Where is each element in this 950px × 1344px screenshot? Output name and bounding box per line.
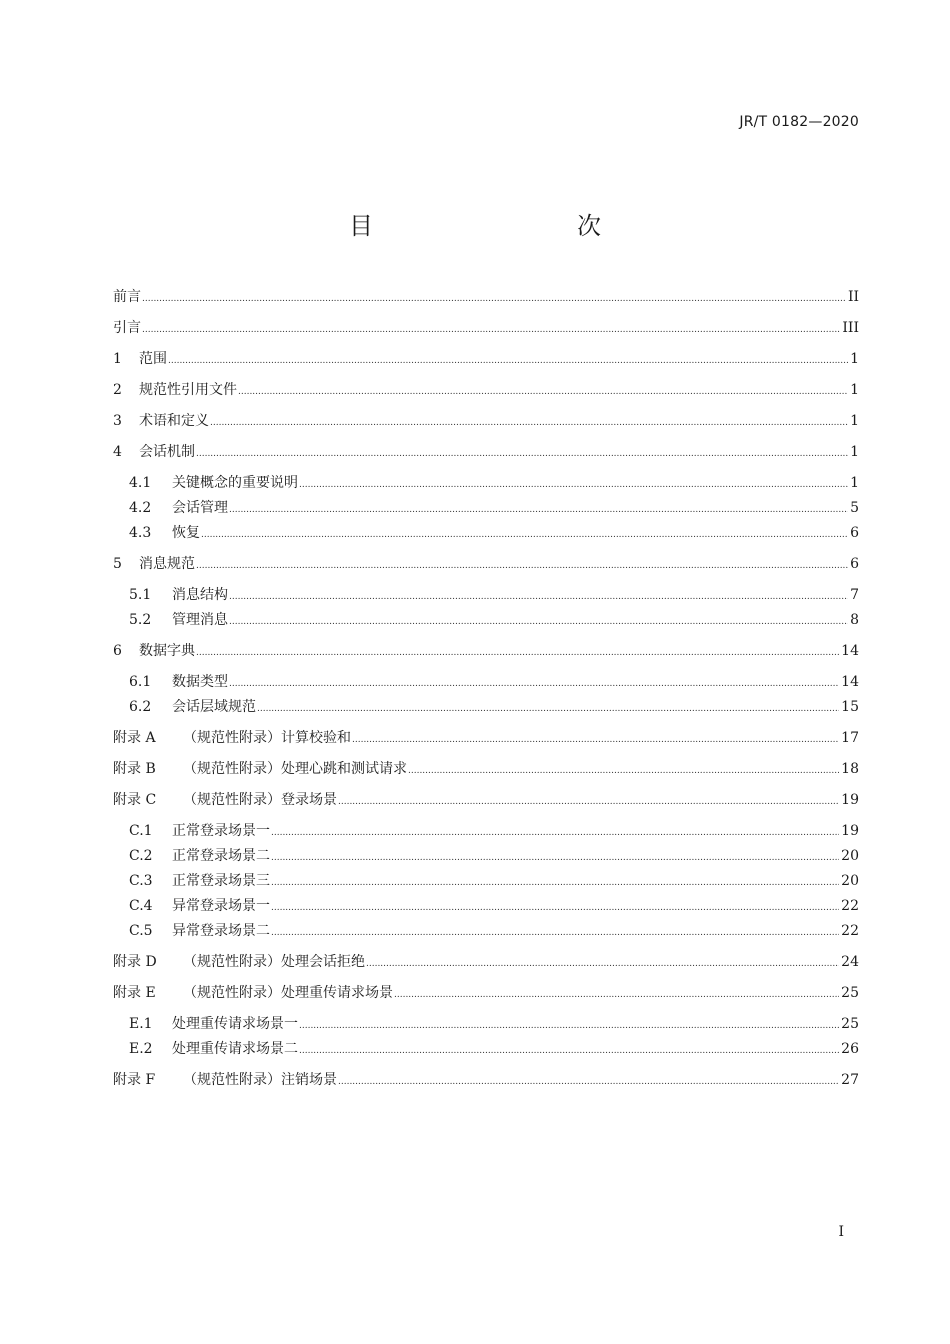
toc-leader-dots xyxy=(271,870,839,894)
toc-entry-page: 27 xyxy=(841,1072,859,1088)
toc-entry-page: 24 xyxy=(841,954,859,970)
toc-entry-number: 附录 E xyxy=(113,985,156,1001)
toc-entry-page: 25 xyxy=(841,1016,859,1032)
toc-entry-label: （规范性附录）登录场景 xyxy=(183,792,337,808)
document-code: JR/T 0182—2020 xyxy=(739,114,859,130)
toc-entry-page: 1 xyxy=(850,413,859,429)
toc-entry-label: （规范性附录）计算校验和 xyxy=(183,730,351,746)
toc-entry-page: 20 xyxy=(841,873,859,889)
toc-leader-dots xyxy=(338,1069,839,1093)
toc-entry-number: E.1 xyxy=(129,1016,153,1032)
toc-entry[interactable] xyxy=(113,553,859,575)
toc-leader-dots xyxy=(142,286,846,310)
toc-entry-page: 17 xyxy=(841,730,859,746)
toc-entry-number: C.4 xyxy=(129,898,153,914)
toc-entry-page: 1 xyxy=(850,444,859,460)
toc-entry-number: 6 xyxy=(113,643,122,659)
toc-entry-number: 1 xyxy=(113,351,122,367)
toc-entry-label: 关键概念的重要说明 xyxy=(172,475,298,491)
toc-entry-page: 7 xyxy=(850,587,859,603)
toc-entry-number: 附录 B xyxy=(113,761,156,777)
toc-entry-page: 6 xyxy=(850,525,859,541)
toc-leader-dots xyxy=(394,982,839,1006)
toc-entry[interactable] xyxy=(113,758,859,780)
toc-entry[interactable] xyxy=(113,870,859,892)
toc-entry-page: 5 xyxy=(850,500,859,516)
toc-leader-dots xyxy=(299,472,848,496)
toc-entry[interactable] xyxy=(113,895,859,917)
toc-entry-label: 消息规范 xyxy=(139,556,195,572)
toc-entry-page: 18 xyxy=(841,761,859,777)
toc-entry-page: III xyxy=(842,320,859,336)
toc-entry-number: 附录 C xyxy=(113,792,157,808)
toc-leader-dots xyxy=(271,895,839,919)
toc-leader-dots xyxy=(299,1013,839,1037)
toc-entry-label: 范围 xyxy=(139,351,167,367)
toc-leader-dots xyxy=(142,317,840,341)
toc-leader-dots xyxy=(196,553,848,577)
toc-entry-label: 恢复 xyxy=(172,525,200,541)
toc-entry[interactable] xyxy=(113,951,859,973)
toc-entry-page: 8 xyxy=(850,612,859,628)
toc-entry[interactable] xyxy=(113,1069,859,1091)
toc-entry-label: （规范性附录）注销场景 xyxy=(183,1072,337,1088)
toc-entry[interactable] xyxy=(113,472,859,494)
toc-entry-label: （规范性附录）处理心跳和测试请求 xyxy=(183,761,407,777)
toc-entry-page: 1 xyxy=(850,351,859,367)
toc-entry-page: 22 xyxy=(841,898,859,914)
toc-entry-label: 数据类型 xyxy=(172,674,228,690)
toc-entry-number: 4.3 xyxy=(129,525,152,541)
toc-entry-page: 25 xyxy=(841,985,859,1001)
toc-entry-number: C.1 xyxy=(129,823,153,839)
page-number: I xyxy=(838,1224,844,1240)
toc-entry-label: 处理重传请求场景二 xyxy=(172,1041,298,1057)
toc-entry[interactable] xyxy=(113,522,859,544)
toc-entry[interactable] xyxy=(113,727,859,749)
toc-leader-dots xyxy=(229,497,848,521)
toc-entry-label: 规范性引用文件 xyxy=(139,382,237,398)
toc-entry-page: 1 xyxy=(850,475,859,491)
toc-entry-page: 14 xyxy=(841,643,859,659)
toc-entry-page: 22 xyxy=(841,923,859,939)
toc-entry-page: 26 xyxy=(841,1041,859,1057)
toc-entry[interactable] xyxy=(113,317,859,339)
toc-entry-label: 正常登录场景三 xyxy=(172,873,270,889)
toc-leader-dots xyxy=(168,348,848,372)
toc-entry[interactable] xyxy=(113,671,859,693)
page-title: 目 次 xyxy=(349,212,653,240)
toc-leader-dots xyxy=(352,727,839,751)
toc-entry-page: 14 xyxy=(841,674,859,690)
toc-entry-number: 4 xyxy=(113,444,122,460)
toc-leader-dots xyxy=(229,609,848,633)
toc-entry-label: 处理重传请求场景一 xyxy=(172,1016,298,1032)
toc-entry-label: 会话机制 xyxy=(139,444,195,460)
toc-entry-number: 5.2 xyxy=(129,612,152,628)
toc-leader-dots xyxy=(229,671,839,695)
toc-entry-page: II xyxy=(847,289,859,305)
toc-entry-page: 15 xyxy=(841,699,859,715)
toc-entry-label: 管理消息 xyxy=(172,612,228,628)
toc-leader-dots xyxy=(338,789,839,813)
toc-leader-dots xyxy=(271,920,839,944)
toc-entry[interactable] xyxy=(113,1038,859,1060)
toc-entry-label: 引言 xyxy=(113,320,141,336)
toc-entry-label: 异常登录场景二 xyxy=(172,923,270,939)
toc-leader-dots xyxy=(257,696,839,720)
toc-entry-label: 前言 xyxy=(113,289,141,305)
toc-entry-label: 消息结构 xyxy=(172,587,228,603)
toc-entry[interactable] xyxy=(113,497,859,519)
toc-entry[interactable] xyxy=(113,410,859,432)
toc-entry-number: 附录 A xyxy=(113,730,156,746)
toc-entry[interactable] xyxy=(113,845,859,867)
toc-entry[interactable] xyxy=(113,982,859,1004)
toc-leader-dots xyxy=(201,522,848,546)
toc-entry-number: 3 xyxy=(113,413,122,429)
toc-leader-dots xyxy=(196,441,848,465)
toc-entry-label: 数据字典 xyxy=(139,643,195,659)
toc-entry[interactable] xyxy=(113,286,859,308)
toc-leader-dots xyxy=(210,410,848,434)
toc-entry[interactable] xyxy=(113,820,859,842)
toc-entry[interactable] xyxy=(113,640,859,662)
toc-entry-number: 4.1 xyxy=(129,475,152,491)
toc-leader-dots xyxy=(366,951,839,975)
toc-leader-dots xyxy=(196,640,839,664)
toc-entry-number: C.2 xyxy=(129,848,153,864)
toc-leader-dots xyxy=(299,1038,839,1062)
toc-entry[interactable] xyxy=(113,379,859,401)
toc-entry-number: 5.1 xyxy=(129,587,152,603)
toc-entry-number: 附录 F xyxy=(113,1072,156,1088)
toc-entry[interactable] xyxy=(113,920,859,942)
toc-entry-number: 6.1 xyxy=(129,674,152,690)
toc-leader-dots xyxy=(271,820,839,844)
toc-entry[interactable] xyxy=(113,348,859,370)
toc-entry-label: 术语和定义 xyxy=(139,413,209,429)
toc-entry-label: 会话层域规范 xyxy=(172,699,256,715)
toc-entry-label: 异常登录场景一 xyxy=(172,898,270,914)
toc-entry[interactable] xyxy=(113,789,859,811)
toc-entry-page: 19 xyxy=(841,823,859,839)
toc-leader-dots xyxy=(238,379,848,403)
toc-entry[interactable] xyxy=(113,441,859,463)
toc-entry-number: C.3 xyxy=(129,873,153,889)
toc-entry-label: （规范性附录）处理重传请求场景 xyxy=(183,985,393,1001)
toc-entry-number: 6.2 xyxy=(129,699,152,715)
toc-entry-number: 附录 D xyxy=(113,954,157,970)
toc-entry-label: 正常登录场景二 xyxy=(172,848,270,864)
toc-entry[interactable] xyxy=(113,696,859,718)
toc-entry-label: 正常登录场景一 xyxy=(172,823,270,839)
toc-entry-label: （规范性附录）处理会话拒绝 xyxy=(183,954,365,970)
toc-entry-label: 会话管理 xyxy=(172,500,228,516)
toc-entry-number: E.2 xyxy=(129,1041,153,1057)
toc-entry-number: 4.2 xyxy=(129,500,152,516)
toc-entry[interactable] xyxy=(113,609,859,631)
toc-entry-page: 19 xyxy=(841,792,859,808)
toc-leader-dots xyxy=(271,845,839,869)
toc-entry-page: 20 xyxy=(841,848,859,864)
toc-entry[interactable] xyxy=(113,584,859,606)
toc-leader-dots xyxy=(408,758,839,782)
toc-entry-page: 6 xyxy=(850,556,859,572)
toc-entry-number: 5 xyxy=(113,556,122,572)
toc-entry-number: C.5 xyxy=(129,923,153,939)
toc-entry[interactable] xyxy=(113,1013,859,1035)
toc-entry-page: 1 xyxy=(850,382,859,398)
toc-leader-dots xyxy=(229,584,848,608)
toc-entry-number: 2 xyxy=(113,382,122,398)
